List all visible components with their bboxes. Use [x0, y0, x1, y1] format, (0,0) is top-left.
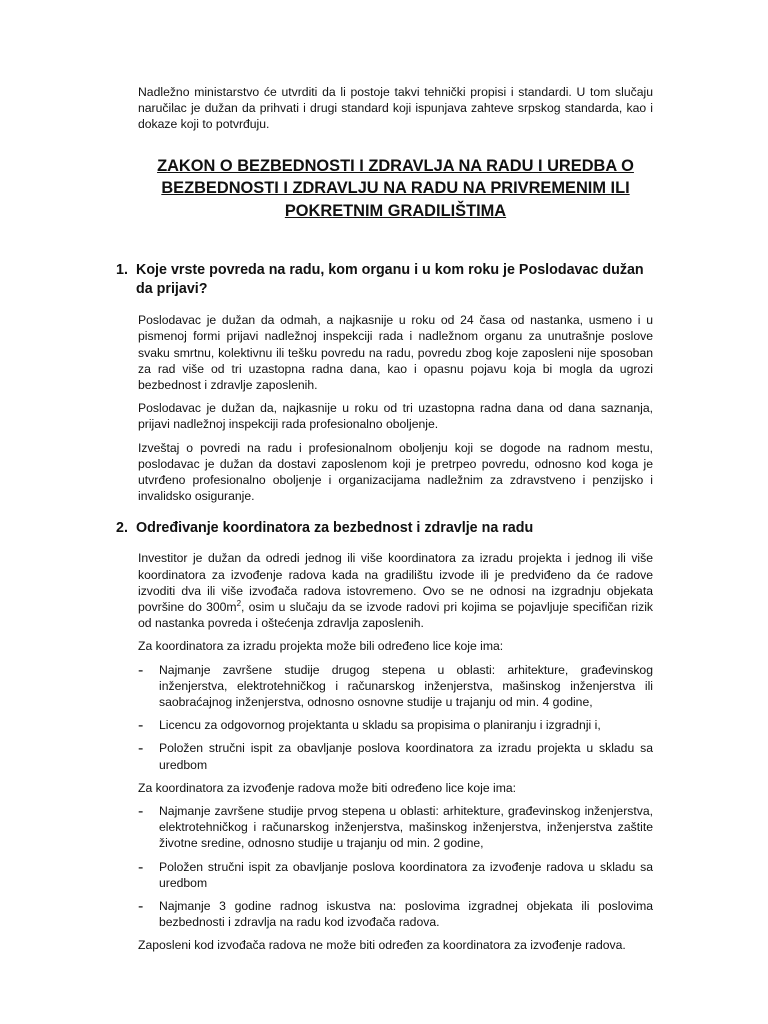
list-marker: -	[138, 740, 144, 758]
closing-paragraph: Zaposleni kod izvođača radova ne može biti određen za koordinatora za izvođenje radova.	[138, 938, 626, 953]
section-1-paragraph-2: Poslodavac je dužan da, najkasnije u roku od tri uzastopna radna dana od dana saznanja, prijavi nadležnoj inspekciji rada profesionalno oboljenje.	[138, 401, 653, 432]
section-2-paragraph-1-end: , osim u slučaju da se izvode radovi pri kojima se pojavljuje specifičan rizik od nastanka povreda i oštećenja zdravlja zaposlenih.	[138, 599, 653, 631]
section-1-paragraph-3: Izveštaj o povredi na radu i profesionalnom oboljenju koji se dogode na radnom mestu, poslodavac je dužan da dostavi zaposlenom koji je pretrpeo povredu, odnosno kod koga je utvrđeno profesionalno oboljenje i organizacijama nadležnim za zdravstveno i penzijsko i invalidsko osiguranje.	[138, 440, 653, 504]
list-item-text: Licencu za odgovornog projektanta u skladu sa propisima o planiranju i izgradnji i,	[159, 718, 601, 733]
list-item	[138, 662, 653, 711]
list-2-intro: Za koordinatora za izvođenje radova može biti određeno lice koje ima:	[138, 780, 517, 795]
list-item	[138, 803, 653, 852]
section-2-paragraph-1	[138, 550, 653, 631]
section-1-heading-text: Koje vrste povreda na radu, kom organu i u kom roku je Poslodavac dužan da prijavi?	[136, 262, 644, 298]
list-item-text: Najmanje završene studije drugog stepena u oblasti: arhitekture, građevinskog inženjerstva, elektrotehničkog i računarskog inženjerstva, mašinskog inženjerstva ili saobraćajnog inženjerstva, odnosno osnovne studije u trajanju od min. 4 godine,	[159, 662, 653, 709]
section-1-heading	[116, 261, 653, 299]
list-marker: -	[138, 858, 144, 876]
list-1-intro: Za koordinatora za izradu projekta može bili određeno lice koje ima:	[138, 639, 504, 654]
document-content	[116, 84, 653, 954]
list-marker: -	[138, 661, 144, 679]
section-2-heading-text: Određivanje koordinatora za bezbednost i zdravlje na radu	[136, 520, 534, 537]
list-item-text: Položen stručni ispit za obavljanje poslova koordinatora za izradu projekta u skladu sa uredbom	[159, 741, 653, 772]
list-marker: -	[138, 898, 144, 915]
document-title: ZAKON O BEZBEDNOSTI I ZDRAVLJA NA RADU I UREDBA O BEZBEDNOSTI I ZDRAVLJU NA RADU NA PRIVREMENIM ILI POKRETNIM GRADILIŠTIMA	[157, 156, 634, 220]
section-2-number: 2.	[116, 520, 128, 537]
list-marker: -	[138, 802, 144, 820]
list-marker: -	[138, 717, 144, 735]
section-2-heading	[116, 519, 653, 538]
list-item	[138, 898, 653, 930]
section-1-number: 1.	[116, 262, 128, 279]
superscript: 2	[236, 598, 242, 608]
list-item-text: Položen stručni ispit za obavljanje poslova koordinatora za izvođenje radova u skladu sa uredbom	[159, 859, 653, 890]
list-item	[138, 740, 653, 772]
list-item	[138, 859, 653, 891]
section-2-paragraph-1-start: Investitor je dužan da odredi jednog ili više koordinatora za izradu projekta i jednog ili više koordinatora za izvođenje radova kada na gradilištu izvode ili je predviđeno da će radove izvoditi dva ili više izvođača radova istovremeno. Ovo se ne odnosi na izgradnju objekata površine do 300m	[138, 551, 653, 614]
list-item	[138, 717, 653, 733]
list-item-text: Najmanje 3 godine radnog iskustva na: poslovima izgradnej objekata ili poslovima bezbednosti i zdravlja na radu kod izvođača radova.	[159, 899, 653, 930]
section-1-paragraph-1: Poslodavac je dužan da odmah, a najkasnije u roku od 24 časa od nastanka, usmeno i u pismenoj formi prijavi nadležnoj inspekciji rada i nadležnom organu za unutrašnje poslove svaku smrtnu, kolektivnu ili tešku povredu na radu, povredu zbog koje zaposleni nije sposoban za rad više od tri uzastopna radna dana, kao i opasnu pojavu koja bi mogla da ugrozi bezbednost i zdravlje zaposlenih.	[138, 313, 653, 392]
intro-paragraph: Nadležno ministarstvo će utvrditi da li postoje takvi tehnički propisi i standardi. U tom slučaju naručilac je dužan da prihvati i drugi standard koji ispunjava zahteve srpskog standarda, kao i dokaze koji to potvrđuju.	[138, 85, 653, 132]
list-item-text: Najmanje završene studije prvog stepena u oblasti: arhitekture, građevinskog inženjerstva, elektrotehničkog i računarskog inženjerstva, mašinskog inženjerstva, inženjerstva zaštite životne sredine, odnosno studije u trajanju od min. 2 godine,	[159, 803, 653, 851]
